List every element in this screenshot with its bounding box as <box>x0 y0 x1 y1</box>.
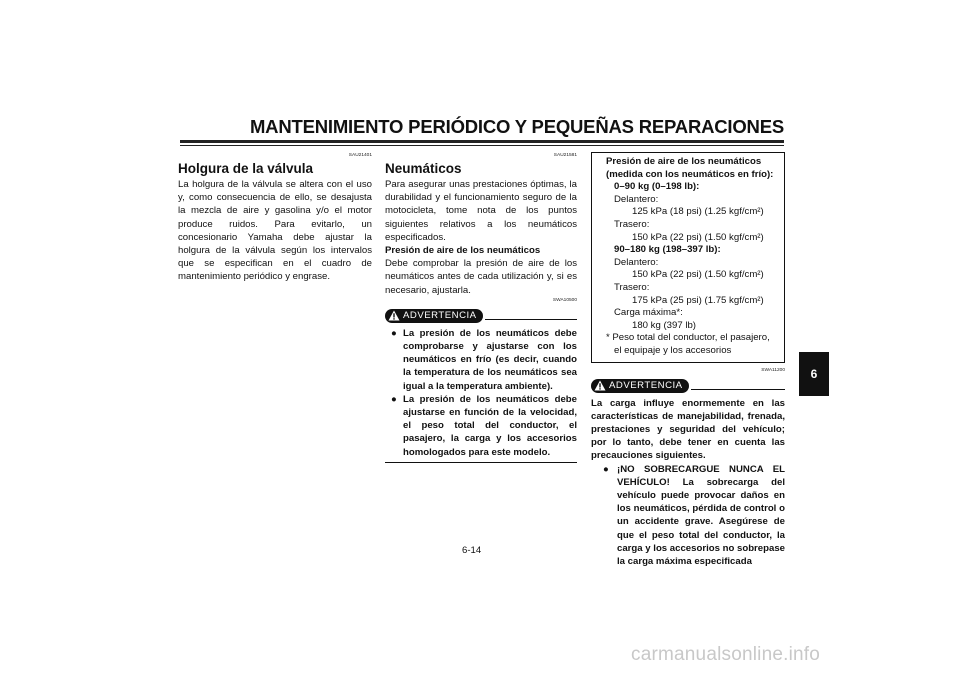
warning-triangle-icon <box>388 310 400 321</box>
column-middle <box>385 152 577 463</box>
title-rule <box>180 140 784 143</box>
warning-label: ADVERTENCIA <box>609 379 683 391</box>
warning-header <box>385 309 577 323</box>
valve-paragraph: La holgura de la válvula se altera con el uso y, como consecuencia de ello, se desajusta la mezcla de aire y gasolina y/o el motor produce ruidos. Para evitarlo, un concesionario Yamaha debe ajustar la holgura de la válvula según los intervalos que se especifican en el cuadro de mantenimiento periódico y engrase. <box>178 179 372 283</box>
column-left <box>178 152 372 284</box>
page-title: MANTENIMIENTO PERIÓDICO Y PEQUEÑAS REPARACIONES <box>249 116 784 137</box>
page-number: 6-14 <box>462 545 482 556</box>
warning-rule <box>691 389 785 390</box>
bullet-icon: ● <box>391 327 397 339</box>
list-item: ● La presión de los neumáticos debe comprobarse y ajustarse con los neumáticos en frío (es decir, cuando la temperatura de los neumáticos sea igual a la temperatura ambiente). <box>391 327 577 392</box>
warning-triangle-icon <box>594 380 606 391</box>
tires-intro: Para asegurar unas prestaciones óptimas, la durabilidad y el funcionamiento seguro de la motocicleta, tome nota de los puntos siguientes relativos a los neumáticos especificados. <box>385 179 577 243</box>
list-item: ● La presión de los neumáticos debe ajustarse en función de la velocidad, el peso total del conductor, el pasajero, la carga y los accesorios homologados para este modelo. <box>391 393 577 458</box>
warning-end-rule <box>385 462 577 463</box>
warning-badge <box>385 309 483 323</box>
watermark: carmanualsonline.info <box>631 644 821 665</box>
warning-list <box>385 327 577 459</box>
section-heading-tires: Neumáticos <box>385 161 462 176</box>
chapter-tab: 6 <box>799 352 829 396</box>
warning-label: ADVERTENCIA <box>403 310 477 322</box>
load-warning-text: La carga influye enormemente en las características de manejabilidad, frenada, prestaciones y seguridad del vehículo; por lo tanto, debe tener en cuenta las precauciones siguientes. <box>591 397 785 462</box>
section-heading-valve: Holgura de la válvula <box>178 161 314 176</box>
section-code: SAU21401 <box>348 153 372 158</box>
bullet-icon: ● <box>391 393 397 405</box>
section-code: SAU21581 <box>553 153 577 158</box>
bullet-icon: ● <box>603 463 609 475</box>
tire-pressure-text: Debe comprobar la presión de aire de los neumáticos antes de cada utilización y, si es necesario, ajustarla. <box>385 258 577 296</box>
warning-code: SWA10500 <box>552 297 577 303</box>
tire-pressure-spec-box: Presión de aire de los neumáticos (medida con los neumáticos en frío): 0–90 kg (0–198 lb): Delantero: 125 kPa (18 psi) (1.25 kgf/cm²) Trasero: 150 kPa (22 psi) (1.50 kgf/cm²) 90–180 kg (198–397 lb): Delantero: 150 kPa (22 psi) (1.50 kgf/cm²) Trasero: 175 kPa (25 psi) (1.75 kgf/cm²) Carga máxima*: 180 kg (397 lb) * Peso total del conductor, el pasajero, el equipaje y los accesorios <box>591 152 785 363</box>
warning-badge <box>591 379 689 393</box>
tire-pressure-subheading: Presión de aire de los neumáticos <box>385 245 541 257</box>
column-right <box>591 152 785 568</box>
warning-code: SWA11200 <box>761 367 785 373</box>
list-item: ● ¡NO SOBRECARGUE NUNCA EL VEHÍCULO! La sobrecarga del vehículo puede provocar daños en los neumáticos, pérdida de control o un accidente grave. Asegúrese de que el peso total del conductor, la carga y los accesorios no sobrepase la carga máxima especificada <box>603 463 785 567</box>
warning-header <box>591 379 785 393</box>
title-rule-thin <box>180 145 784 146</box>
warning-rule <box>485 319 577 320</box>
load-warning-list <box>591 463 785 569</box>
